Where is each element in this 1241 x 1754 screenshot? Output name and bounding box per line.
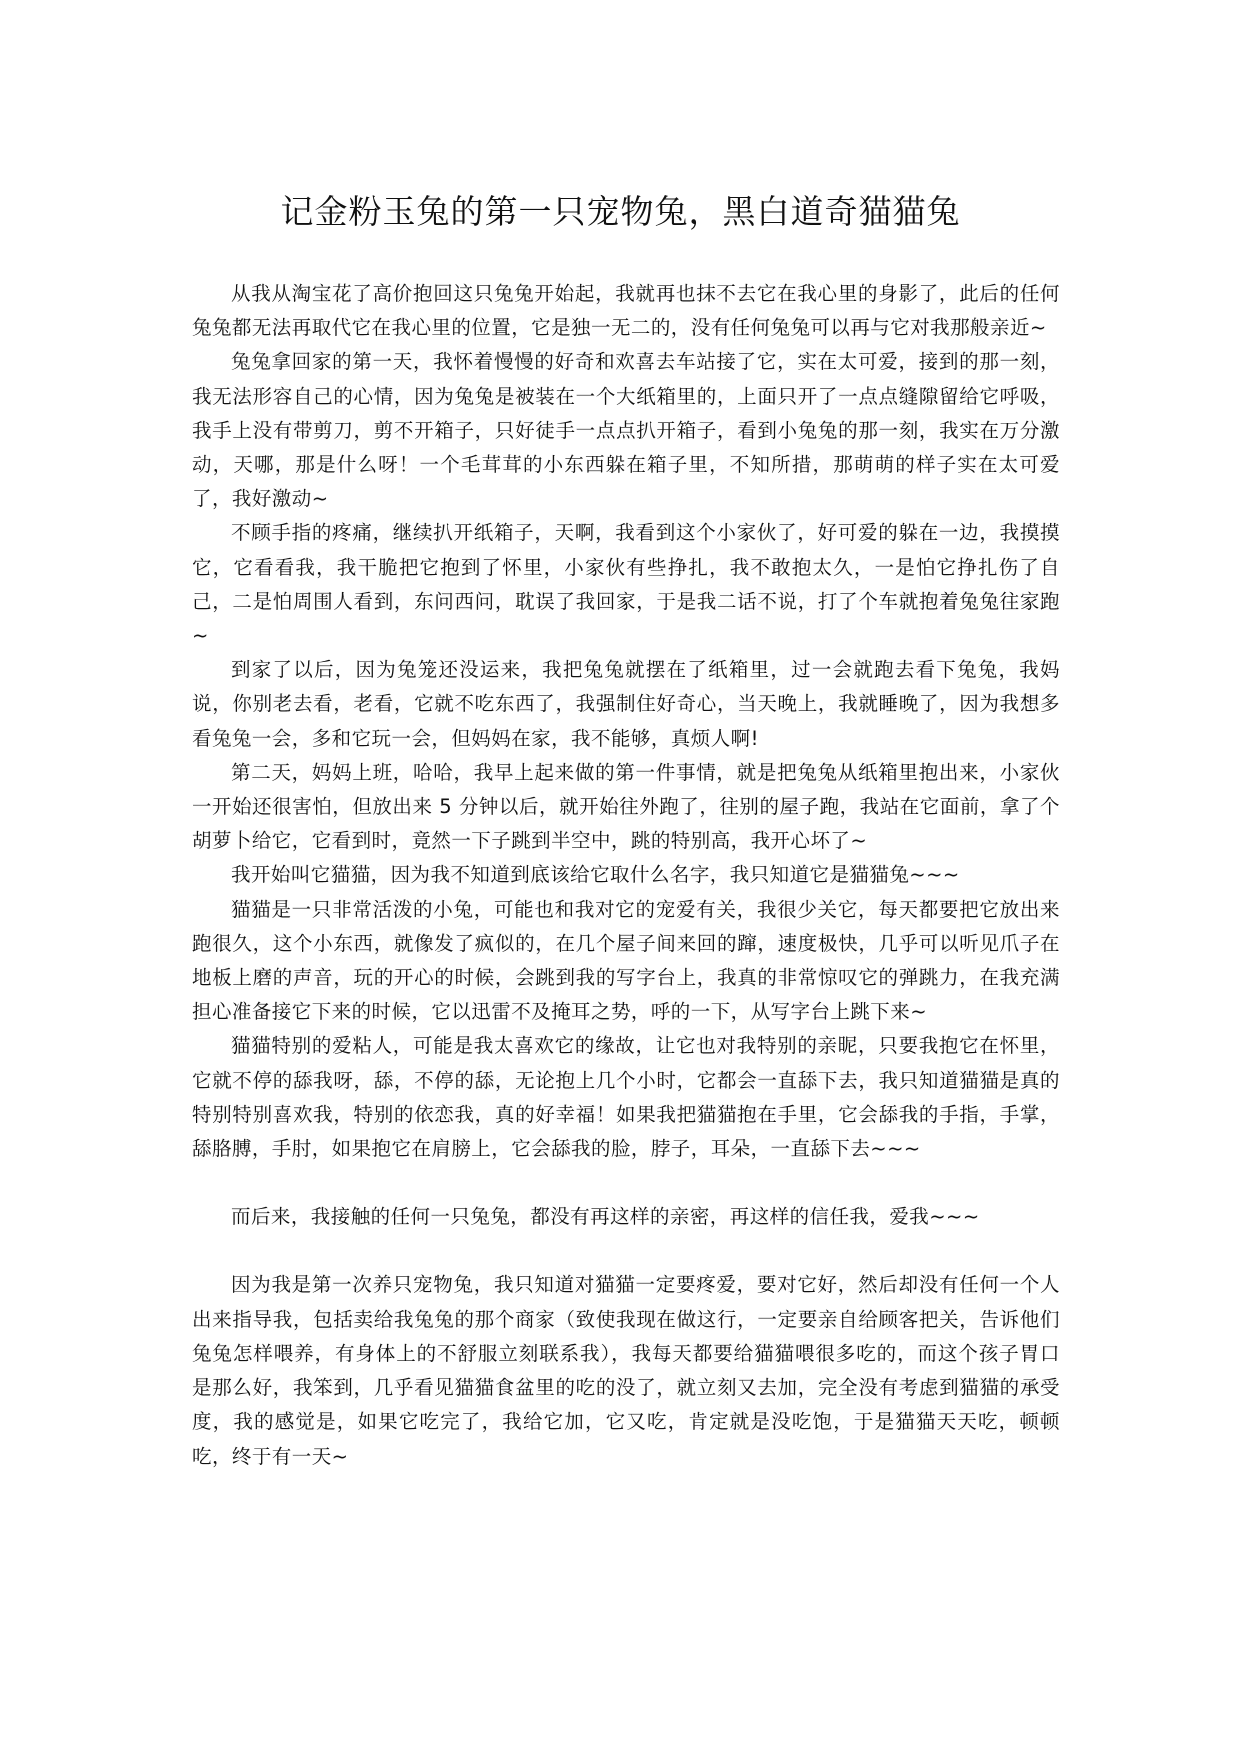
paragraph: 到家了以后，因为兔笼还没运来，我把兔兔就摆在了纸箱里，过一会就跑去看下兔兔，我妈说，你别老去看，老看，它就不吃东西了，我强制住好奇心，当天晚上，我就睡晚了，因为我想多看兔兔一会，多和它玩一会，但妈妈在家，我不能够，真烦人啊! — [192, 658, 1060, 750]
paragraph: 猫猫特别的爱粘人，可能是我太喜欢它的缘故，让它也对我特别的亲昵，只要我抱它在怀里，它就不停的舔我呀，舔，不停的舔，无论抱上几个小时，它都会一直舔下去，我只知道猫猫是真的特别特别喜欢我，特别的依恋我，真的好幸福！如果我把猫猫抱在手里，它会舔我的手指，手掌，舔胳膊，手肘，如果抱它在肩膀上，它会舔我的脸，脖子，耳朵，一直舔下去~~~ — [192, 1034, 1060, 1161]
paragraph: 兔兔拿回家的第一天，我怀着慢慢的好奇和欢喜去车站接了它，实在太可爱，接到的那一刻，我无法形容自己的心情，因为兔兔是被装在一个大纸箱里的，上面只开了一点点缝隙留给它呼吸，我手上没有带剪刀，剪不开箱子，只好徒手一点点扒开箱子，看到小兔兔的那一刻，我实在万分激动，天哪，那是什么呀！一个毛茸茸的小东西躲在箱子里，不知所措，那萌萌的样子实在太可爱了，我好激动~ — [192, 350, 1060, 511]
document-body — [192, 277, 1060, 1474]
paragraph: 而后来，我接触的任何一只兔兔，都没有再这样的亲密，再这样的信任我，爱我~~~ — [231, 1205, 980, 1229]
paragraph: 第二天，妈妈上班，哈哈，我早上起来做的第一件事情，就是把兔兔从纸箱里抱出来，小家伙一开始还很害怕，但放出来 5 分钟以后，就开始往外跑了，往别的屋子跑，我站在它面前，拿了个胡萝卜给它，它看到时，竟然一下子跳到半空中，跳的特别高，我开心坏了~ — [192, 760, 1060, 853]
paragraph: 猫猫是一只非常活泼的小兔，可能也和我对它的宠爱有关，我很少关它，每天都要把它放出来跑很久，这个小东西，就像发了疯似的，在几个屋子间来回的蹿，速度极快，几乎可以听见爪子在地板上磨的声音，玩的开心的时候，会跳到我的写字台上，我真的非常惊叹它的弹跳力，在我充满担心准备接它下来的时候，它以迅雷不及掩耳之势，呼的一下，从写字台上跳下来~ — [192, 897, 1060, 1024]
document-title: 记金粉玉兔的第一只宠物兔，黑白道奇猫猫兔 — [280, 192, 961, 231]
paragraph: 因为我是第一次养只宠物兔，我只知道对猫猫一定要疼爱，要对它好，然后却没有任何一个人出来指导我，包括卖给我兔兔的那个商家（致使我现在做这行，一定要亲自给顾客把关，告诉他们兔兔怎样喂养，有身体上的不舒服立刻联系我），我每天都要给猫猫喂很多吃的，而这个孩子胃口是那么好，我笨到，几乎看见猫猫食盆里的吃的没了，就立刻又去加，完全没有考虑到猫猫的承受度，我的感觉是，如果它吃完了，我给它加，它又吃，肯定就是没吃饱，于是猫猫天天吃，顿顿吃，终于有一天~ — [192, 1273, 1060, 1468]
paragraph: 从我从淘宝花了高价抱回这只兔兔开始起，我就再也抹不去它在我心里的身影了，此后的任何兔兔都无法再取代它在我心里的位置，它是独一无二的，没有任何兔兔可以再与它对我那般亲近~ — [192, 282, 1060, 340]
paragraph: 不顾手指的疼痛，继续扒开纸箱子，天啊，我看到这个小家伙了，好可爱的躲在一边，我摸摸它，它看看我，我干脆把它抱到了怀里，小家伙有些挣扎，我不敢抱太久，一是怕它挣扎伤了自己，二是怕周围人看到，东问西问，耽误了我回家，于是我二话不说，打了个车就抱着兔兔往家跑~ — [192, 521, 1060, 648]
paragraph: 我开始叫它猫猫，因为我不知道到底该给它取什么名字，我只知道它是猫猫兔~~~ — [231, 863, 960, 887]
